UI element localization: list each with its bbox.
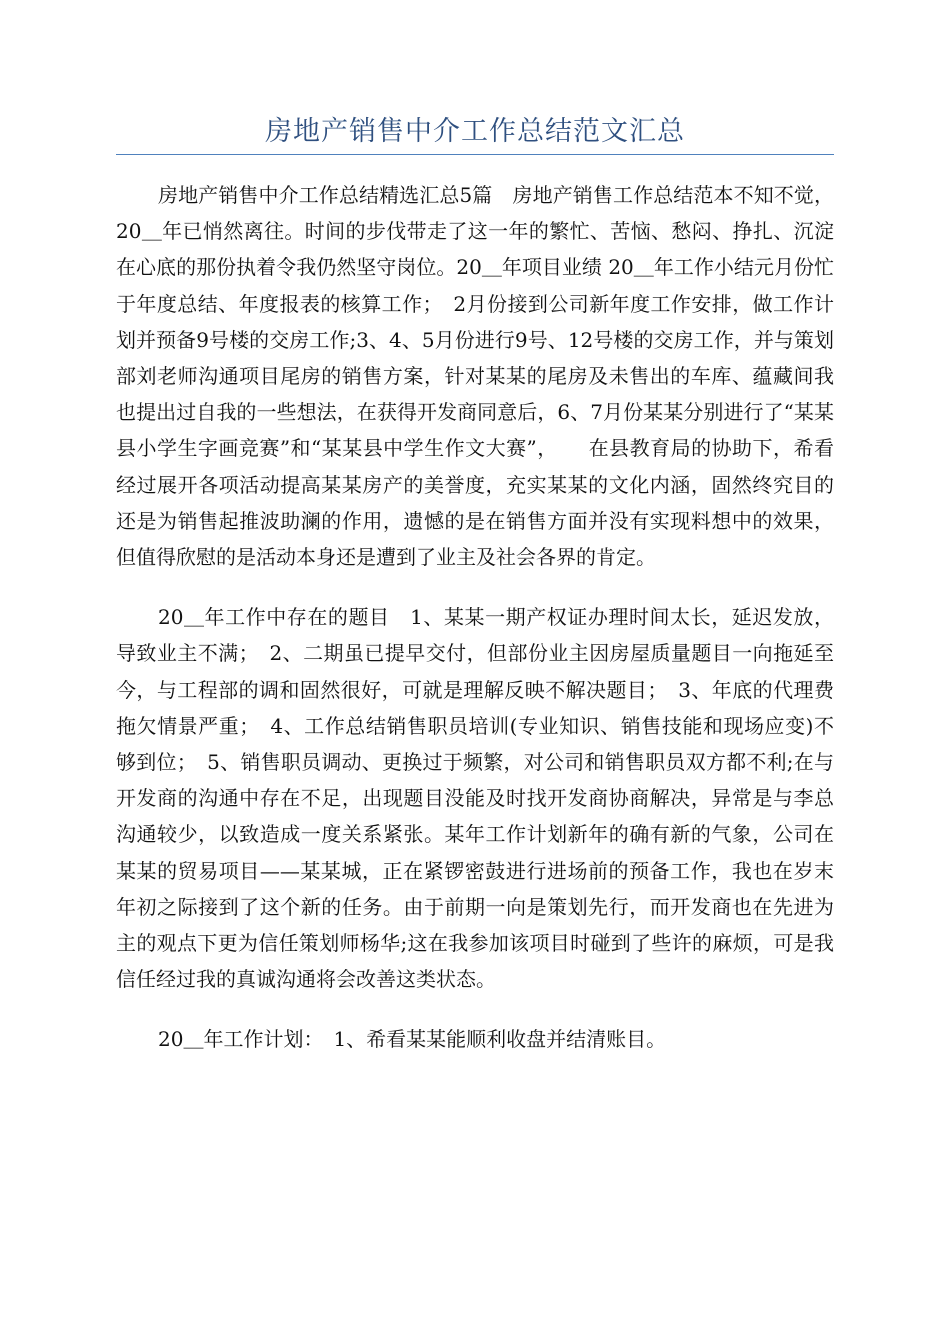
document-title: 房地产销售中介工作总结范文汇总 [265, 116, 685, 147]
paragraph-1: 房地产销售中介工作总结精选汇总5篇 房地产销售工作总结范本不知不觉，20＿年已悄然离往。时间的步伐带走了这一年的繁忙、苦恼、愁闷、挣扎、沉淀在心底的那份执着令我仍然坚守岗位。20＿年项目业绩 20＿年工作小结元月份忙于年度总结、年度报表的核算工作； 2月份接到公司新年度工作安排，做工作计划并预备9号楼的交房工作;3、4、5月份进行9号、12号楼的交房工作，并与策划部刘老师沟通项目尾房的销售方案，针对某某的尾房及未售出的车库、蕴藏间我也提出过自我的一些想法，在获得开发商同意后，6、7月份某某分别进行了“某某县小学生字画竞赛”和“某某县中学生作文大赛”， 在县教育局的协助下，希看经过展开各项活动提高某某房产的美誉度，充实某某的文化内涵，固然终究目的还是为销售起推波助澜的作用，遗憾的是在销售方面并没有实现料想中的效果，但值得欣慰的是活动本身还是遭到了业主及社会各界的肯定。 [116, 183, 834, 570]
document-body [116, 177, 834, 1082]
paragraph-3: 20＿年工作计划： 1、希看某某能顺利收盘并结清账目。 [158, 1027, 667, 1052]
paragraph-2: 20＿年工作中存在的题目 1、某某一期产权证办理时间太长，延迟发放，导致业主不满； 2、二期虽已提早交付，但部份业主因房屋质量题目一向拖延至今，与工程部的调和固然很好，可就是理解反映不解决题目； 3、年底的代理费拖欠情景严重； 4、工作总结销售职员培训(专业知识、销售技能和现场应变)不够到位； 5、销售职员调动、更换过于频繁，对公司和销售职员双方都不利;在与开发商的沟通中存在不足，出现题目没能及时找开发商协商解决，异常是与李总沟通较少，以致造成一度关系紧张。某年工作计划新年的确有新的气象，公司在某某的贸易项目——某某城，正在紧锣密鼓进行进场前的预备工作，我也在岁末年初之际接到了这个新的任务。由于前期一向是策划先行，而开发商也在先进为主的观点下更为信任策划师杨华;这在我参加该项目时碰到了些许的麻烦，可是我信任经过我的真诚沟通将会改善这类状态。 [116, 605, 834, 992]
title-underline [116, 154, 834, 155]
